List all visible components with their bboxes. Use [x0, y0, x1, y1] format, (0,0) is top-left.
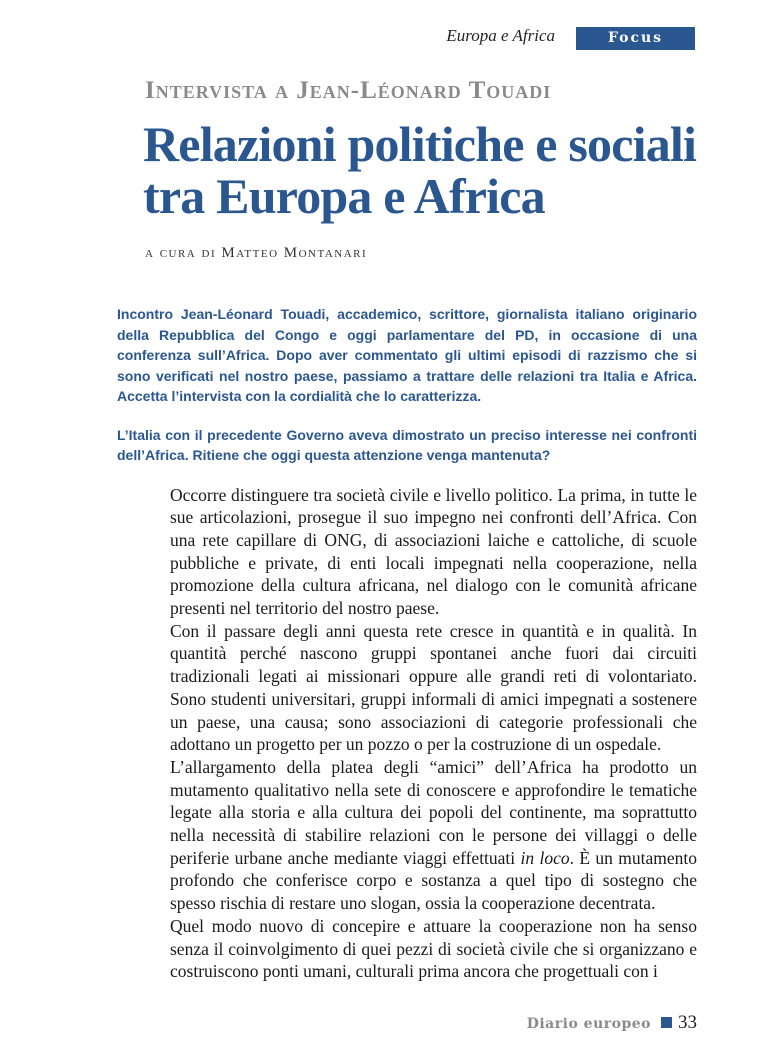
section-title: Europa e Africa: [446, 26, 555, 45]
title-line-1: Relazioni politiche e sociali: [143, 116, 697, 172]
article: [117, 76, 697, 1056]
body-paragraph: Occorre distinguere tra società civile e livello politico. La prima, in tutte le sue articolazioni, prosegue il suo impegno nei confronti dell’Africa. Con una rete capillare di ONG, di associazioni laiche e cattoliche, di scuole pubbliche e private, di enti locali impegnati nella cooperazione, nella promozione della cultura africana, nel dialogo con le comunità africane presenti nel territorio del nostro paese.: [170, 484, 697, 619]
square-bullet-icon: [661, 1017, 672, 1028]
publication-name: Diario europeo: [526, 1015, 651, 1032]
interview-question: L’Italia con il precedente Governo aveva dimostrato un preciso interesse nei confronti dell’Africa. Ritiene che oggi questa attenzione venga mantenuta?: [117, 426, 697, 463]
text-span: L’allargamento della platea degli “amici” dell’Africa ha prodotto un mutamento qualitativo nella sete di conoscere e approfondire le tematiche legate alla storia e alla cultura dei popoli del continente, ma soprattutto nella necessità di stabilire relazioni con le persone dei villaggi o delle periferie urbane anche mediante viaggi effettuati: [170, 756, 697, 868]
focus-tag: Focus: [576, 27, 695, 50]
page-number: 33: [678, 1011, 697, 1033]
title-line-2: tra Europa e Africa: [143, 168, 545, 224]
text-span: . È un mutamento profondo che conferisce corpo e sostanza a quel tipo di sostegno che spesso rischia di restare uno slogan, ossia la cooperazione decentrata.: [170, 847, 697, 914]
body-paragraph: Quel modo nuovo di concepire e attuare la cooperazione non ha senso senza il coinvolgimento di quei pezzi di società civile che si organizzano e costruiscono ponti umani, culturali prima ancora che progettuali con i: [170, 915, 697, 982]
page-footer: [117, 1011, 697, 1036]
article-title: [143, 118, 697, 222]
byline: a cura di Matteo Montanari: [145, 245, 368, 261]
intro-paragraph: Incontro Jean-Léonard Touadi, accademico, scrittore, giornalista italiano originario della Repubblica del Congo e oggi parlamentare del PD, in occasione di una conferenza sull’Africa. Dopo aver commentato gli ultimi episodi di razzismo che si sono verificati nel nostro paese, passiamo a trattare delle relazioni tra Italia e Africa. Accetta l’intervista con la cordialità che lo caratterizza.: [117, 306, 697, 404]
article-body: [170, 484, 697, 983]
body-paragraph: [170, 756, 697, 915]
italic-term: in loco: [520, 847, 570, 868]
article-kicker: Intervista a Jean-Léonard Touadi: [145, 77, 552, 104]
body-paragraph: Con il passare degli anni questa rete cresce in quantità e in qualità. In quantità perché nascono gruppi spontanei anche fuori dai circuiti tradizionali legati ai missionari oppure alle grandi reti di volontariato. Sono studenti universitari, gruppi informali di amici impegnati a sostenere un paese, una causa; sono associazioni di categorie professionali che adottano un progetto per un pozzo o per la costruzione di un ospedale.: [170, 620, 697, 755]
